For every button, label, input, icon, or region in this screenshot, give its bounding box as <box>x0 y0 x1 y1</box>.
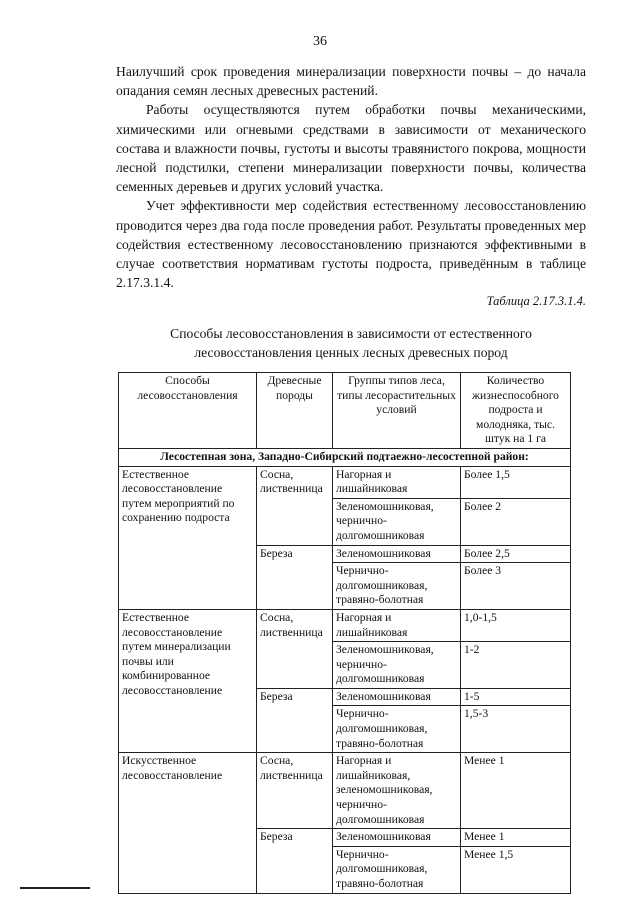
count-cell: 1,5-3 <box>461 706 571 753</box>
species-cell: Береза <box>257 545 333 609</box>
footnote-divider <box>20 887 90 889</box>
count-cell: 1-2 <box>461 642 571 689</box>
species-cell: Береза <box>257 829 333 893</box>
method-cell: Естественное лесовосстановление путем мероприятий по сохранению подроста <box>119 466 257 609</box>
count-cell: Более 2 <box>461 498 571 545</box>
forest-type-cell: Зеленомошниковая, чернично-долгомошниковая <box>333 498 461 545</box>
table-title: Способы лесовосстановления в зависимости от естественного лесовосстановления ценных лесных древесных пород <box>170 326 532 360</box>
paragraph: Работы осуществляются путем обработки почвы механическими, химическими или огневыми средствами в зависимости от механического состава и влажности почвы, густоты и высоты травянистого покрова, мощности лесной подстилки, степени минерализации поверхности почвы, количества семенных деревьев и других условий участка. <box>116 102 586 195</box>
species-cell: Береза <box>257 688 333 752</box>
count-cell: Менее 1 <box>461 753 571 829</box>
header-species: Древесные породы <box>257 373 333 449</box>
header-method: Способы лесовосстановления <box>119 373 257 449</box>
species-cell: Сосна, лиственница <box>257 753 333 829</box>
forest-type-cell: Чернично-долгомошниковая, травяно-болотная <box>333 563 461 610</box>
paragraph: Учет эффективности мер содействия естественному лесовосстановлению проводится через два года после проведения работ. Результаты проведенных мер содействия естественному лесовосстановлению признаются эффективными в случае соответствия нормативам густоты подроста, приведённым в таблице 2.17.3.1.4. <box>116 198 586 291</box>
forest-type-cell: Зеленомошниковая <box>333 829 461 847</box>
paragraph: Наилучший срок проведения минерализации поверхности почвы – до начала опадания семян лесных древесных растений. <box>116 64 586 99</box>
species-cell: Сосна, лиственница <box>257 609 333 688</box>
count-cell: Более 2,5 <box>461 545 571 563</box>
method-cell: Искусственное лесовосстановление <box>119 753 257 893</box>
method-cell: Естественное лесовосстановление путем минерализации почвы или комбинированное лесовосстановление <box>119 609 257 752</box>
count-cell: 1-5 <box>461 688 571 706</box>
zone-row <box>119 448 571 466</box>
count-cell: Более 3 <box>461 563 571 610</box>
reforestation-table <box>118 372 571 894</box>
species-cell: Сосна, лиственница <box>257 466 333 545</box>
table-caption: Таблица 2.17.3.1.4. <box>486 294 586 308</box>
forest-type-cell: Нагорная и лишайниковая, зеленомошниковая, чернично-долгомошниковая <box>333 753 461 829</box>
table-row <box>119 609 571 641</box>
count-cell: Более 1,5 <box>461 466 571 498</box>
page-number: 36 <box>313 34 327 49</box>
count-cell: 1,0-1,5 <box>461 609 571 641</box>
header-forest-type: Группы типов леса, типы лесорастительных условий <box>333 373 461 449</box>
header-count: Количество жизнеспособного подроста и молодняка, тыс. штук на 1 га <box>461 373 571 449</box>
count-cell: Менее 1,5 <box>461 846 571 893</box>
forest-type-cell: Нагорная и лишайниковая <box>333 609 461 641</box>
forest-type-cell: Чернично-долгомошниковая, травяно-болотная <box>333 846 461 893</box>
table-row <box>119 753 571 829</box>
table-header-row <box>119 373 571 449</box>
forest-type-cell: Зеленомошниковая, чернично-долгомошниковая <box>333 642 461 689</box>
forest-type-cell: Зеленомошниковая <box>333 688 461 706</box>
body-text <box>116 62 586 292</box>
forest-type-cell: Чернично-долгомошниковая, травяно-болотная <box>333 706 461 753</box>
zone-label: Лесостепная зона, Западно-Сибирский подтаежно-лесостепной район: <box>119 448 571 466</box>
forest-type-cell: Нагорная и лишайниковая <box>333 466 461 498</box>
count-cell: Менее 1 <box>461 829 571 847</box>
forest-type-cell: Зеленомошниковая <box>333 545 461 563</box>
table-row <box>119 466 571 498</box>
